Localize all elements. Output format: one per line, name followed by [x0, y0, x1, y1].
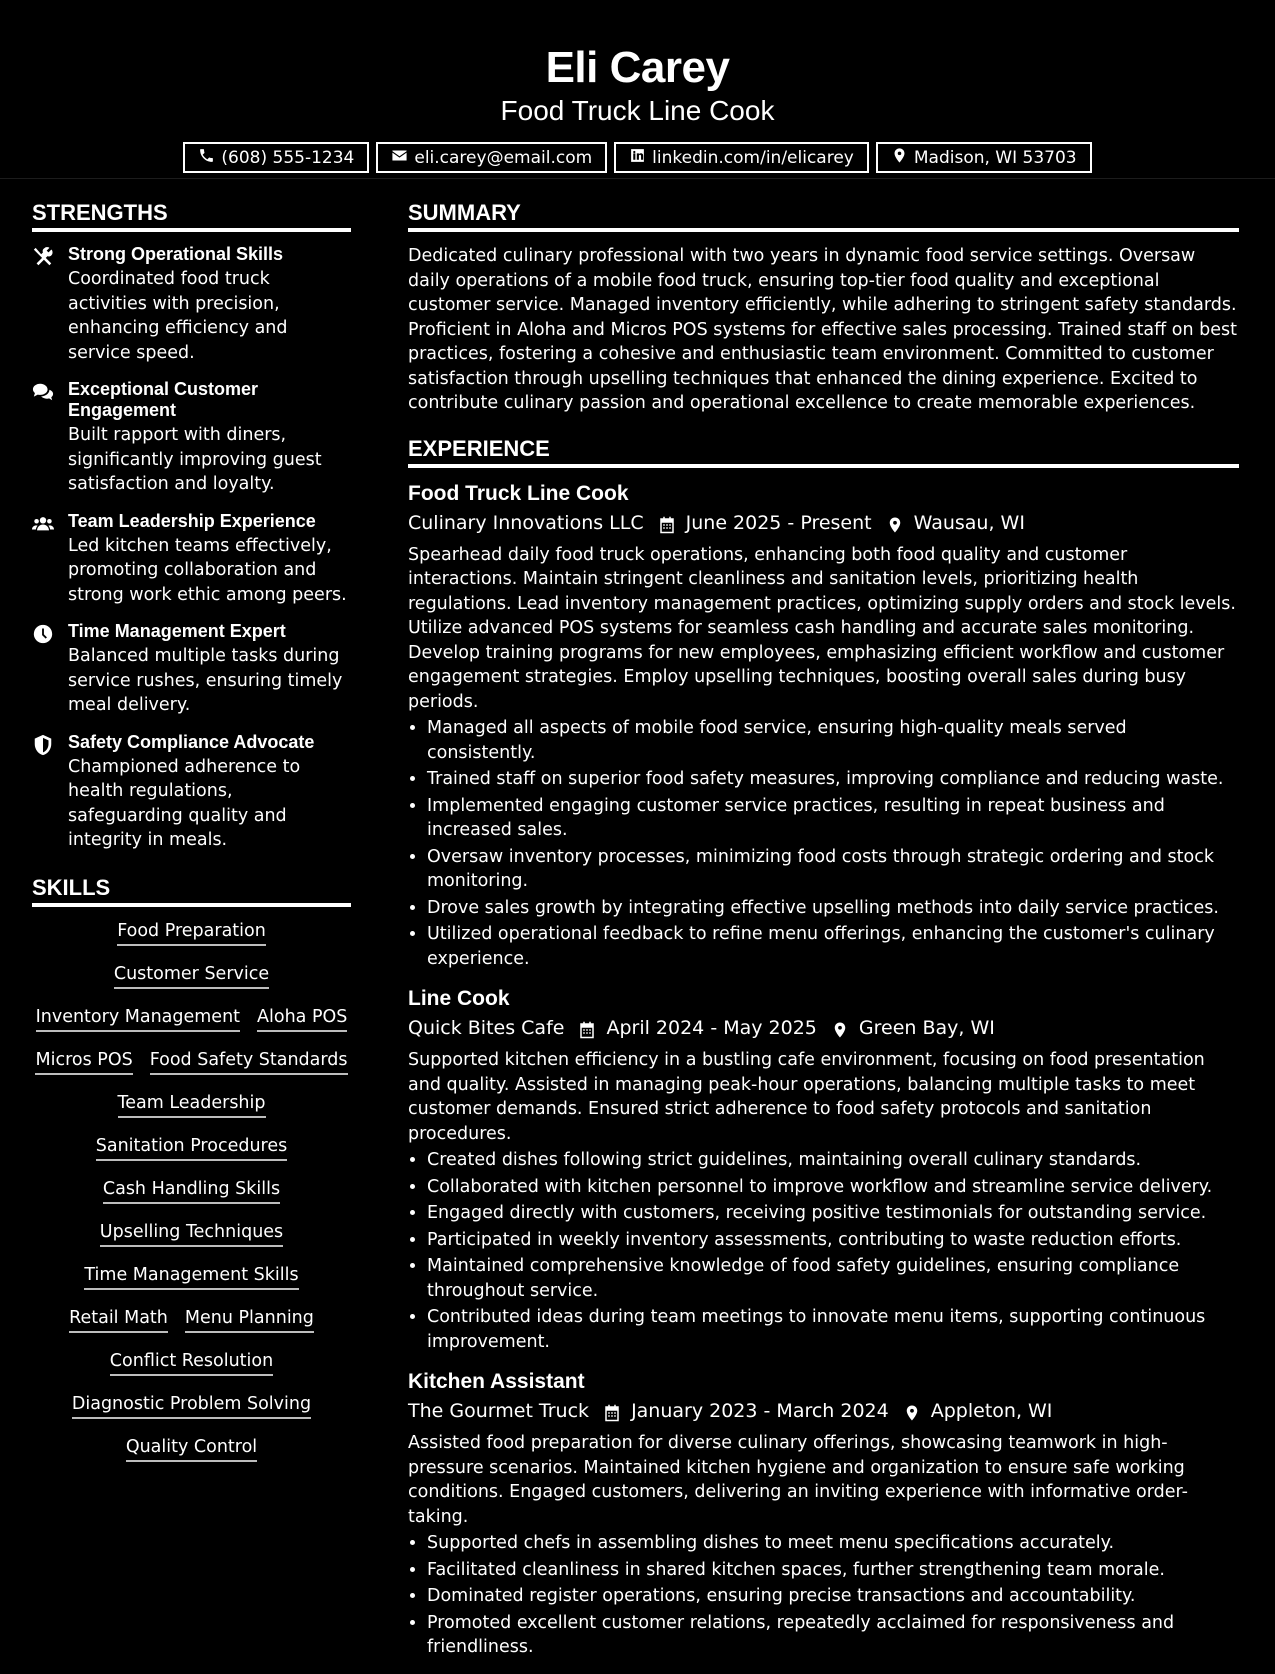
job-location: Appleton, WI [930, 1400, 1053, 1422]
strength-name: Safety Compliance Advocate [68, 731, 315, 752]
bullet-item: • Drove sales growth by integrating effective upselling methods into daily service practices. [427, 896, 1239, 921]
contact-linkedin[interactable] [614, 142, 869, 173]
job-title: Food Truck Line Cook [408, 481, 629, 505]
strength-item [32, 244, 351, 365]
job-entry [408, 1368, 1239, 1660]
phone-text: (608) 555-1234 [221, 147, 355, 168]
job-entry [408, 985, 1239, 1354]
map-pin-icon [831, 1019, 849, 1037]
bullet-item: • Utilized operational feedback to refine menu offerings, enhancing the customer's culinary experience. [427, 922, 1239, 971]
skill-tag: Time Management Skills [84, 1263, 298, 1290]
contact-email[interactable] [376, 142, 607, 173]
job-dates: January 2023 - March 2024 [631, 1400, 889, 1422]
clock-icon [32, 623, 54, 645]
job-location: Green Bay, WI [858, 1017, 995, 1039]
job-location: Wausau, WI [913, 511, 1025, 534]
job-dates: June 2025 - Present [685, 511, 872, 534]
strength-description: Built rapport with diners, significantly improving guest satisfaction and loyalty. [68, 425, 322, 494]
skill-tag: Conflict Resolution [110, 1349, 273, 1376]
candidate-title: Food Truck Line Cook [500, 95, 775, 126]
skill-tag: Food Preparation [117, 919, 266, 946]
skill-tag: Food Safety Standards [150, 1048, 348, 1075]
skill-tag: Upselling Techniques [100, 1220, 283, 1247]
skill-tag: Sanitation Procedures [96, 1134, 288, 1161]
skill-tag: Diagnostic Problem Solving [72, 1392, 311, 1419]
map-pin-icon [891, 147, 908, 169]
bullet-item: • Oversaw inventory processes, minimizing food costs through strategic ordering and stock monitoring. [427, 845, 1239, 894]
bullet-item: • Promoted excellent customer relations, repeatedly acclaimed for responsiveness and friendliness. [427, 1611, 1239, 1660]
right-column [408, 198, 1239, 1674]
contact-location[interactable] [876, 142, 1092, 173]
skill-tag: Menu Planning [185, 1306, 314, 1333]
strength-name: Team Leadership Experience [68, 510, 316, 531]
job-bullets [408, 1148, 1239, 1354]
strengths-heading: STRENGTHS [32, 198, 351, 232]
skills-heading: SKILLS [32, 873, 351, 907]
bullet-item: • Trained staff on superior food safety measures, improving compliance and reducing waste. [427, 767, 1239, 792]
job-description: Supported kitchen efficiency in a bustling cafe environment, focusing on food presentation and quality. Assisted in managing peak-hour operations, balancing multiple tasks to meet customer demands. Ensured strict adherence to food safety protocols and sanitation procedures. [408, 1050, 1205, 1144]
job-entry [408, 480, 1239, 972]
strength-description: Coordinated food truck activities with precision, enhancing efficiency and service speed. [68, 269, 288, 363]
summary-text: Dedicated culinary professional with two years in dynamic food service settings. Oversaw daily operations of a mobile food truck, ensuring top-tier food quality and exceptional customer service. Managed inventory efficiently, while adhering to stringent safety standards. Proficient in Aloha and Micros POS systems for effective sales processing. Trained staff on best practices, fostering a cohesive and enthusiastic team environment. Committed to customer satisfaction through upselling techniques that enhanced the dining experience. Excited to contribute culinary passion and operational excellence to create memorable experiences. [408, 246, 1237, 413]
calendar-icon [578, 1019, 596, 1037]
skill-tag: Micros POS [35, 1048, 132, 1075]
skill-tag: Inventory Management [36, 1005, 240, 1032]
email-text: eli.carey@email.com [414, 147, 593, 168]
job-meta [408, 1397, 1239, 1425]
skill-tag: Quality Control [126, 1435, 257, 1462]
job-description: Spearhead daily food truck operations, enhancing both food quality and customer interactions. Maintain stringent cleanliness and sanitation levels, prioritizing health regulations. Lead inventory management practices, optimizing supply orders and stock levels. Utilize advanced POS systems for seamless cash handling and accurate sales monitoring. Develop training programs for new employees, emphasizing efficient workflow and customer engagement strategies. Employ upselling techniques, boosting overall sales during busy periods. [408, 544, 1236, 712]
job-meta [408, 1014, 1239, 1042]
company-name: The Gourmet Truck [408, 1400, 590, 1422]
bullet-item: • Contributed ideas during team meetings to innovate menu items, supporting continuous improvement. [427, 1305, 1239, 1354]
bullet-item: • Participated in weekly inventory assessments, contributing to waste reduction efforts. [427, 1228, 1239, 1253]
bullet-item: • Engaged directly with customers, receiving positive testimonials for outstanding service. [427, 1201, 1239, 1226]
calendar-icon [603, 1402, 621, 1420]
strength-item [32, 621, 351, 718]
job-title: Line Cook [408, 987, 510, 1010]
contact-phone[interactable] [183, 142, 369, 173]
phone-icon [198, 147, 215, 169]
location-text: Madison, WI 53703 [913, 147, 1077, 168]
bullet-item: • Maintained comprehensive knowledge of food safety guidelines, ensuring compliance throughout service. [427, 1254, 1239, 1303]
strength-name: Time Management Expert [68, 621, 286, 641]
skill-tag: Aloha POS [257, 1005, 347, 1032]
strength-name: Exceptional Customer Engagement [68, 379, 259, 420]
bullet-item: • Implemented engaging customer service practices, resulting in repeat business and increased sales. [427, 794, 1239, 843]
job-bullets [408, 1531, 1239, 1660]
skill-tag: Customer Service [114, 962, 269, 989]
job-meta [408, 509, 1239, 537]
summary-heading: SUMMARY [408, 198, 1239, 232]
skills-list [32, 919, 351, 1462]
strength-item [32, 379, 351, 497]
linkedin-icon [629, 147, 646, 169]
job-dates: April 2024 - May 2025 [606, 1017, 817, 1039]
skill-tag: Team Leadership [118, 1091, 266, 1118]
map-pin-icon [886, 514, 904, 532]
calendar-icon [658, 514, 676, 532]
job-title: Kitchen Assistant [408, 1370, 585, 1393]
left-column [32, 198, 351, 1462]
job-description: Assisted food preparation for diverse culinary offerings, showcasing teamwork in high-pressure scenarios. Maintained kitchen hygiene and organization to ensure safe working conditions. Engaged customers, delivering an inviting experience with informative order-taking. [408, 1433, 1188, 1527]
company-name: Culinary Innovations LLC [408, 511, 644, 534]
strength-name: Strong Operational Skills [68, 244, 284, 264]
strength-item [32, 732, 351, 853]
company-name: Quick Bites Cafe [408, 1017, 565, 1039]
resume-header [0, 0, 1275, 179]
skill-tag: Retail Math [69, 1306, 168, 1333]
bullet-item: • Created dishes following strict guidelines, maintaining overall culinary standards. [427, 1148, 1239, 1173]
linkedin-text: linkedin.com/in/elicarey [652, 147, 854, 168]
bullet-item: • Managed all aspects of mobile food service, ensuring high-quality meals served consistently. [427, 716, 1239, 765]
bullet-item: • Supported chefs in assembling dishes to meet menu specifications accurately. [427, 1531, 1239, 1556]
utensils-icon [32, 246, 54, 268]
bullet-item: • Dominated register operations, ensuring precise transactions and accountability. [427, 1584, 1239, 1609]
bullet-item: • Facilitated cleanliness in shared kitchen spaces, further strengthening team morale. [427, 1558, 1239, 1583]
experience-heading: EXPERIENCE [408, 434, 1239, 468]
candidate-name: Eli Carey [545, 43, 730, 92]
shield-icon [32, 734, 54, 756]
map-pin-icon [903, 1402, 921, 1420]
envelope-icon [391, 147, 408, 169]
strength-item [32, 511, 351, 608]
strength-description: Balanced multiple tasks during service rushes, ensuring timely meal delivery. [68, 646, 343, 715]
bullet-item: • Collaborated with kitchen personnel to improve workflow and streamline service delivery. [427, 1175, 1239, 1200]
contact-bar [0, 142, 1275, 173]
strength-description: Championed adherence to health regulations, safeguarding quality and integrity in meals. [68, 756, 301, 850]
job-bullets [408, 716, 1239, 971]
strength-description: Led kitchen teams effectively, promoting collaboration and strong work ethic among peers. [68, 535, 347, 605]
comments-icon [32, 381, 54, 403]
users-icon [32, 513, 54, 535]
skill-tag: Cash Handling Skills [103, 1177, 280, 1204]
